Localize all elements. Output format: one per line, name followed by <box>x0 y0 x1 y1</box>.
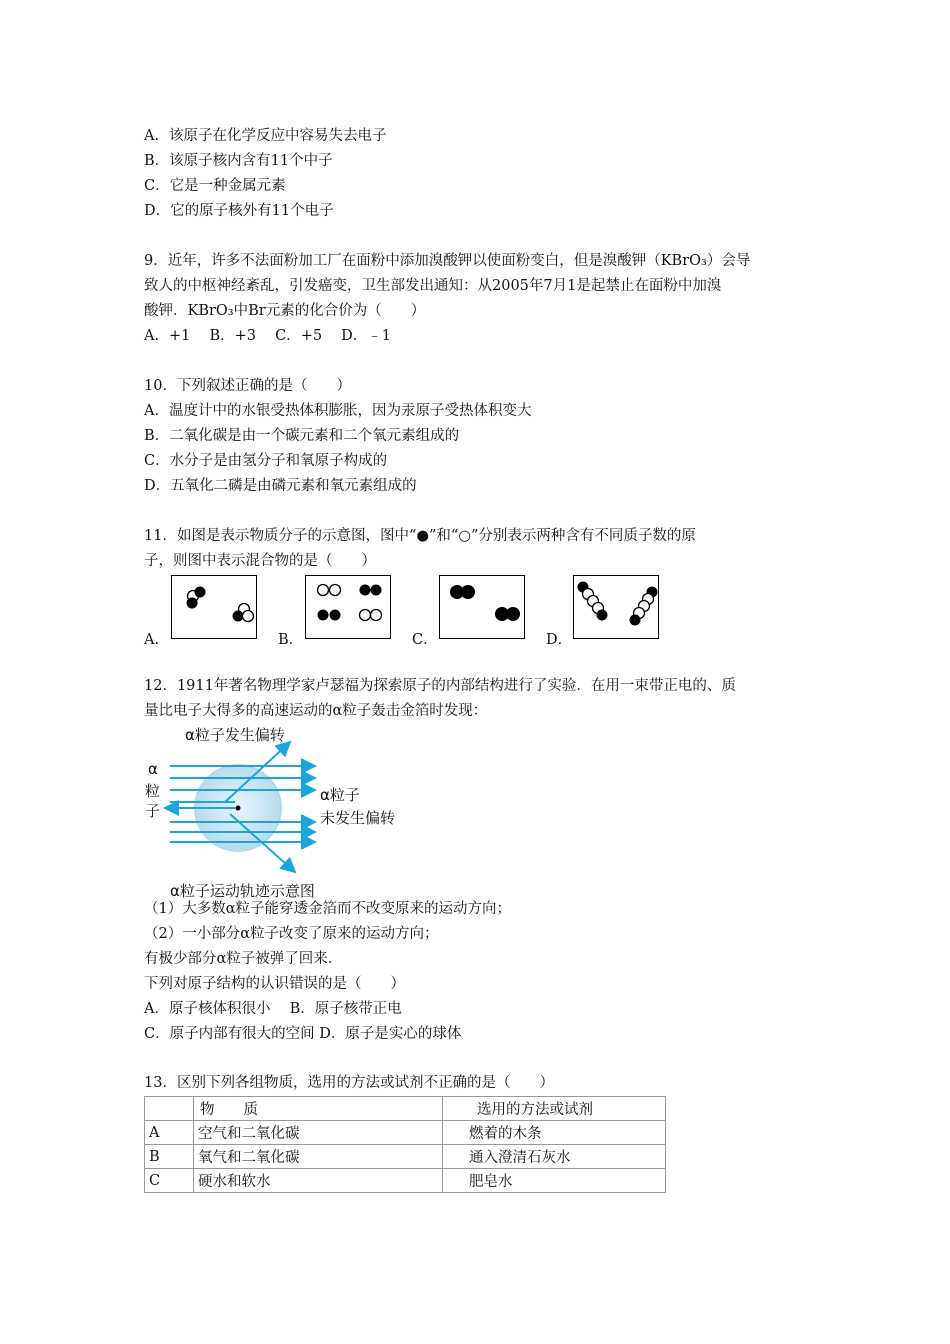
molecule-diagram-a <box>172 576 256 638</box>
table-cell: 空气和二氧化碳 <box>194 1121 443 1145</box>
table-row <box>145 1145 666 1169</box>
q8-option-d: D．它的原子核外有11个电子 <box>144 203 334 219</box>
table-header-row <box>145 1097 666 1121</box>
q8-option-a: A．该原子在化学反应中容易失去电子 <box>144 128 387 144</box>
q11-stem-line-1: 11．如图是表示物质分子的示意图，图中“●”和“○”分别表示两种含有不同质子数的原 <box>144 528 696 544</box>
table-cell: 硬水和软水 <box>194 1169 443 1193</box>
q10-option-d: D．五氧化二磷是由磷元素和氧元素组成的 <box>144 478 417 494</box>
table-cell: 通入澄清石灰水 <box>443 1145 666 1169</box>
table-cell: A <box>145 1121 194 1145</box>
table-row <box>145 1121 666 1145</box>
q12-options-ab: A．原子核体积很小 B．原子核带正电 <box>144 1001 402 1017</box>
alpha-scattering-figure <box>140 722 420 900</box>
q9-options: A．+1 B．+3 C．+5 D．﹣1 <box>144 328 392 344</box>
q11-figure-d <box>573 575 659 639</box>
q11-label-c: C． <box>412 632 438 648</box>
alpha-right-label-2: 未发生偏转 <box>320 809 396 827</box>
alpha-left-label-2: 粒 <box>145 782 161 800</box>
q11-stem-line-2: 子，则图中表示混合物的是（ ） <box>144 553 376 569</box>
q12-observation-3: 有极少部分α粒子被弹了回来． <box>144 951 343 967</box>
q12-stem-line-1: 12．1911年著名物理学家卢瑟福为探索原子的内部结构进行了实验．在用一束带正电的、质 <box>144 678 736 694</box>
q11-label-b: B． <box>278 632 304 648</box>
q8-option-b: B．该原子核内含有11个中子 <box>144 153 333 169</box>
table-header-cell <box>145 1097 194 1121</box>
table-header-cell: 选用的方法或试剂 <box>443 1097 666 1121</box>
table-cell: B <box>145 1145 194 1169</box>
q12-observation-2: （2）一小部分α粒子改变了原来的运动方向； <box>144 926 439 942</box>
q11-figure-c <box>439 575 525 639</box>
q12-question: 下列对原子结构的认识错误的是（ ） <box>144 976 405 992</box>
q10-option-a: A．温度计中的水银受热体积膨胀，因为汞原子受热体积变大 <box>144 403 532 419</box>
q13-table <box>144 1096 666 1193</box>
q9-stem-line-2: 致人的中枢神经紊乱，引发癌变，卫生部发出通知：从2005年7月1是起禁止在面粉中加溴 <box>144 278 722 294</box>
q13-stem: 13．区别下列各组物质，选用的方法或试剂不正确的是（ ） <box>144 1075 554 1091</box>
molecule-diagram-b <box>306 576 390 638</box>
alpha-top-label: α粒子发生偏转 <box>185 726 285 744</box>
table-row <box>145 1169 666 1193</box>
q11-figure-b <box>305 575 391 639</box>
q12-observation-1: （1）大多数α粒子能穿透金箔而不改变原来的运动方向； <box>144 901 512 917</box>
table-header-cell: 物 质 <box>194 1097 443 1121</box>
q9-stem-line-1: 9．近年，许多不法面粉加工厂在面粉中添加溴酸钾以使面粉变白，但是溴酸钾（KBrO₃）会导 <box>144 253 751 269</box>
q11-label-a: A． <box>144 632 169 648</box>
alpha-figure-caption: α粒子运动轨迹示意图 <box>170 882 315 900</box>
q12-stem-line-2: 量比电子大得多的高速运动的α粒子轰击金箔时发现： <box>144 703 488 719</box>
table-cell: 肥皂水 <box>443 1169 666 1193</box>
q10-option-c: C．水分子是由氢分子和氧原子构成的 <box>144 453 388 469</box>
table-cell: 氧气和二氧化碳 <box>194 1145 443 1169</box>
q12-options-cd: C．原子内部有很大的空间 D．原子是实心的球体 <box>144 1026 462 1042</box>
q11-label-d: D． <box>546 632 573 648</box>
q8-option-c: C．它是一种金属元素 <box>144 178 286 194</box>
q11-figure-a <box>171 575 257 639</box>
alpha-left-label-3: 子 <box>145 802 161 820</box>
alpha-left-label-1: α <box>148 760 158 778</box>
q10-option-b: B．二氧化碳是由一个碳元素和二个氧元素组成的 <box>144 428 460 444</box>
molecule-diagram-c <box>440 576 524 638</box>
q10-stem: 10．下列叙述正确的是（ ） <box>144 378 351 394</box>
table-cell: C <box>145 1169 194 1193</box>
alpha-right-label-1: α粒子 <box>320 786 360 804</box>
molecule-diagram-d <box>574 576 658 638</box>
table-cell: 燃着的木条 <box>443 1121 666 1145</box>
q9-stem-line-3: 酸钾．KBrO₃中Br元素的化合价为（ ） <box>144 303 426 319</box>
